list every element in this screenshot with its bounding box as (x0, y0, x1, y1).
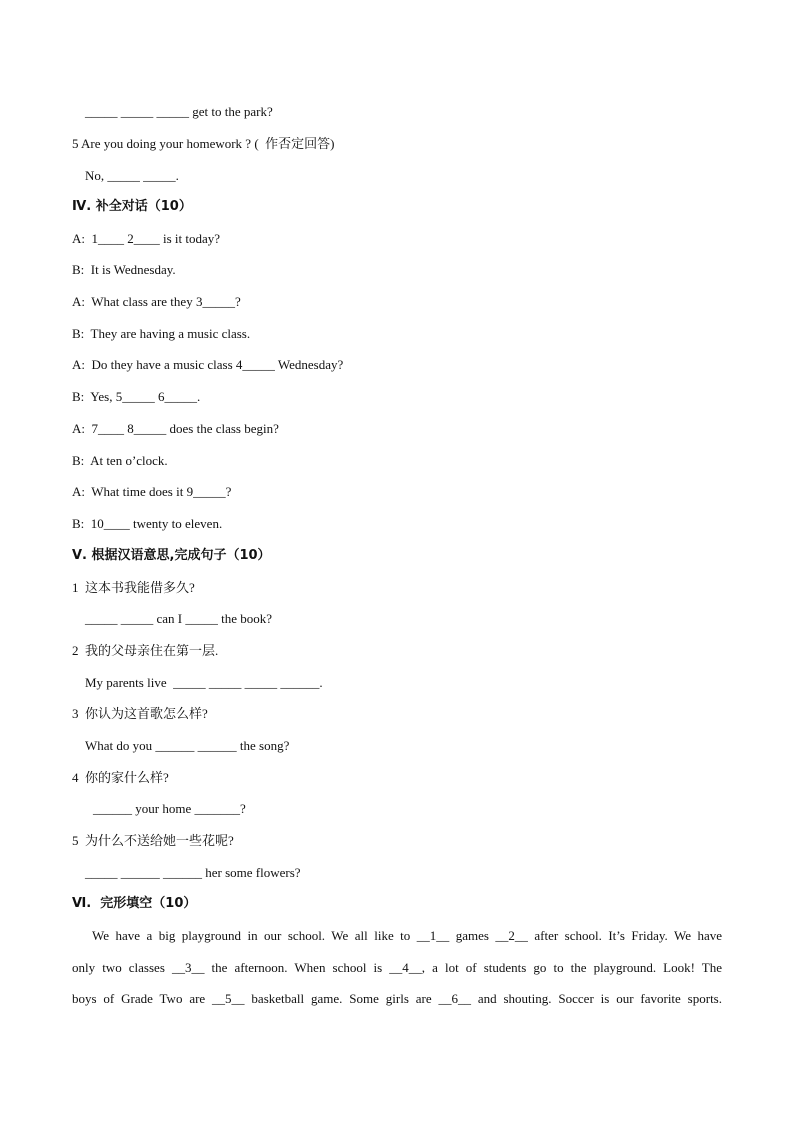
translation-answer-line: _____ ______ ______ her some flowers? (85, 865, 301, 880)
translation-question: 2 我的父母亲住在第一层. (72, 643, 219, 658)
cloze-paragraph-line: boys of Grade Two are __5__ basketball game. Some girls are __6__ and shouting. Soccer is our favorite sports. (72, 991, 722, 1006)
q5-question: 5 Are you doing your homework ? ( 作否定回答) (72, 136, 335, 151)
q5-answer-line: No, _____ _____. (85, 168, 179, 183)
dialogue-line: B: 10____ twenty to eleven. (72, 516, 223, 531)
translation-answer-line: My parents live _____ _____ _____ ______. (85, 675, 323, 690)
q4-answer-line: _____ _____ _____ get to the park? (85, 104, 273, 119)
dialogue-line: A: 1____ 2____ is it today? (72, 231, 221, 246)
dialogue-line: A: What class are they 3_____? (72, 294, 241, 309)
translation-question: 1 这本书我能借多久? (72, 580, 195, 595)
translation-question: 5 为什么不送给她一些花呢? (72, 833, 234, 848)
translation-answer-line: _____ _____ can I _____ the book? (85, 611, 273, 626)
dialogue-line: A: What time does it 9_____? (72, 484, 232, 499)
translation-answer-line: ______ your home _______? (93, 801, 246, 816)
translation-answer-line: What do you ______ ______ the song? (85, 738, 290, 753)
cloze-paragraph-line: only two classes __3__ the afternoon. When school is __4__, a lot of students go to the playground. Look! The (72, 960, 722, 975)
dialogue-line: B: Yes, 5_____ 6_____. (72, 389, 201, 404)
section-4-heading: Ⅳ. 补全对话（10） (72, 199, 192, 214)
dialogue-line: B: It is Wednesday. (72, 262, 176, 277)
dialogue-line: A: Do they have a music class 4_____ Wednesday? (72, 357, 344, 372)
section-6-heading: Ⅵ. 完形填空（10） (72, 896, 197, 911)
dialogue-line: B: At ten o’clock. (72, 453, 168, 468)
translation-question: 4 你的家什么样? (72, 770, 169, 785)
translation-question: 3 你认为这首歌怎么样? (72, 706, 208, 721)
cloze-paragraph-line: We have a big playground in our school. We all like to __1__ games __2__ after school. It’s Friday. We have (92, 928, 722, 943)
dialogue-line: A: 7____ 8_____ does the class begin? (72, 421, 279, 436)
dialogue-line: B: They are having a music class. (72, 326, 251, 341)
section-5-heading: Ⅴ. 根据汉语意思,完成句子（10） (72, 548, 271, 563)
